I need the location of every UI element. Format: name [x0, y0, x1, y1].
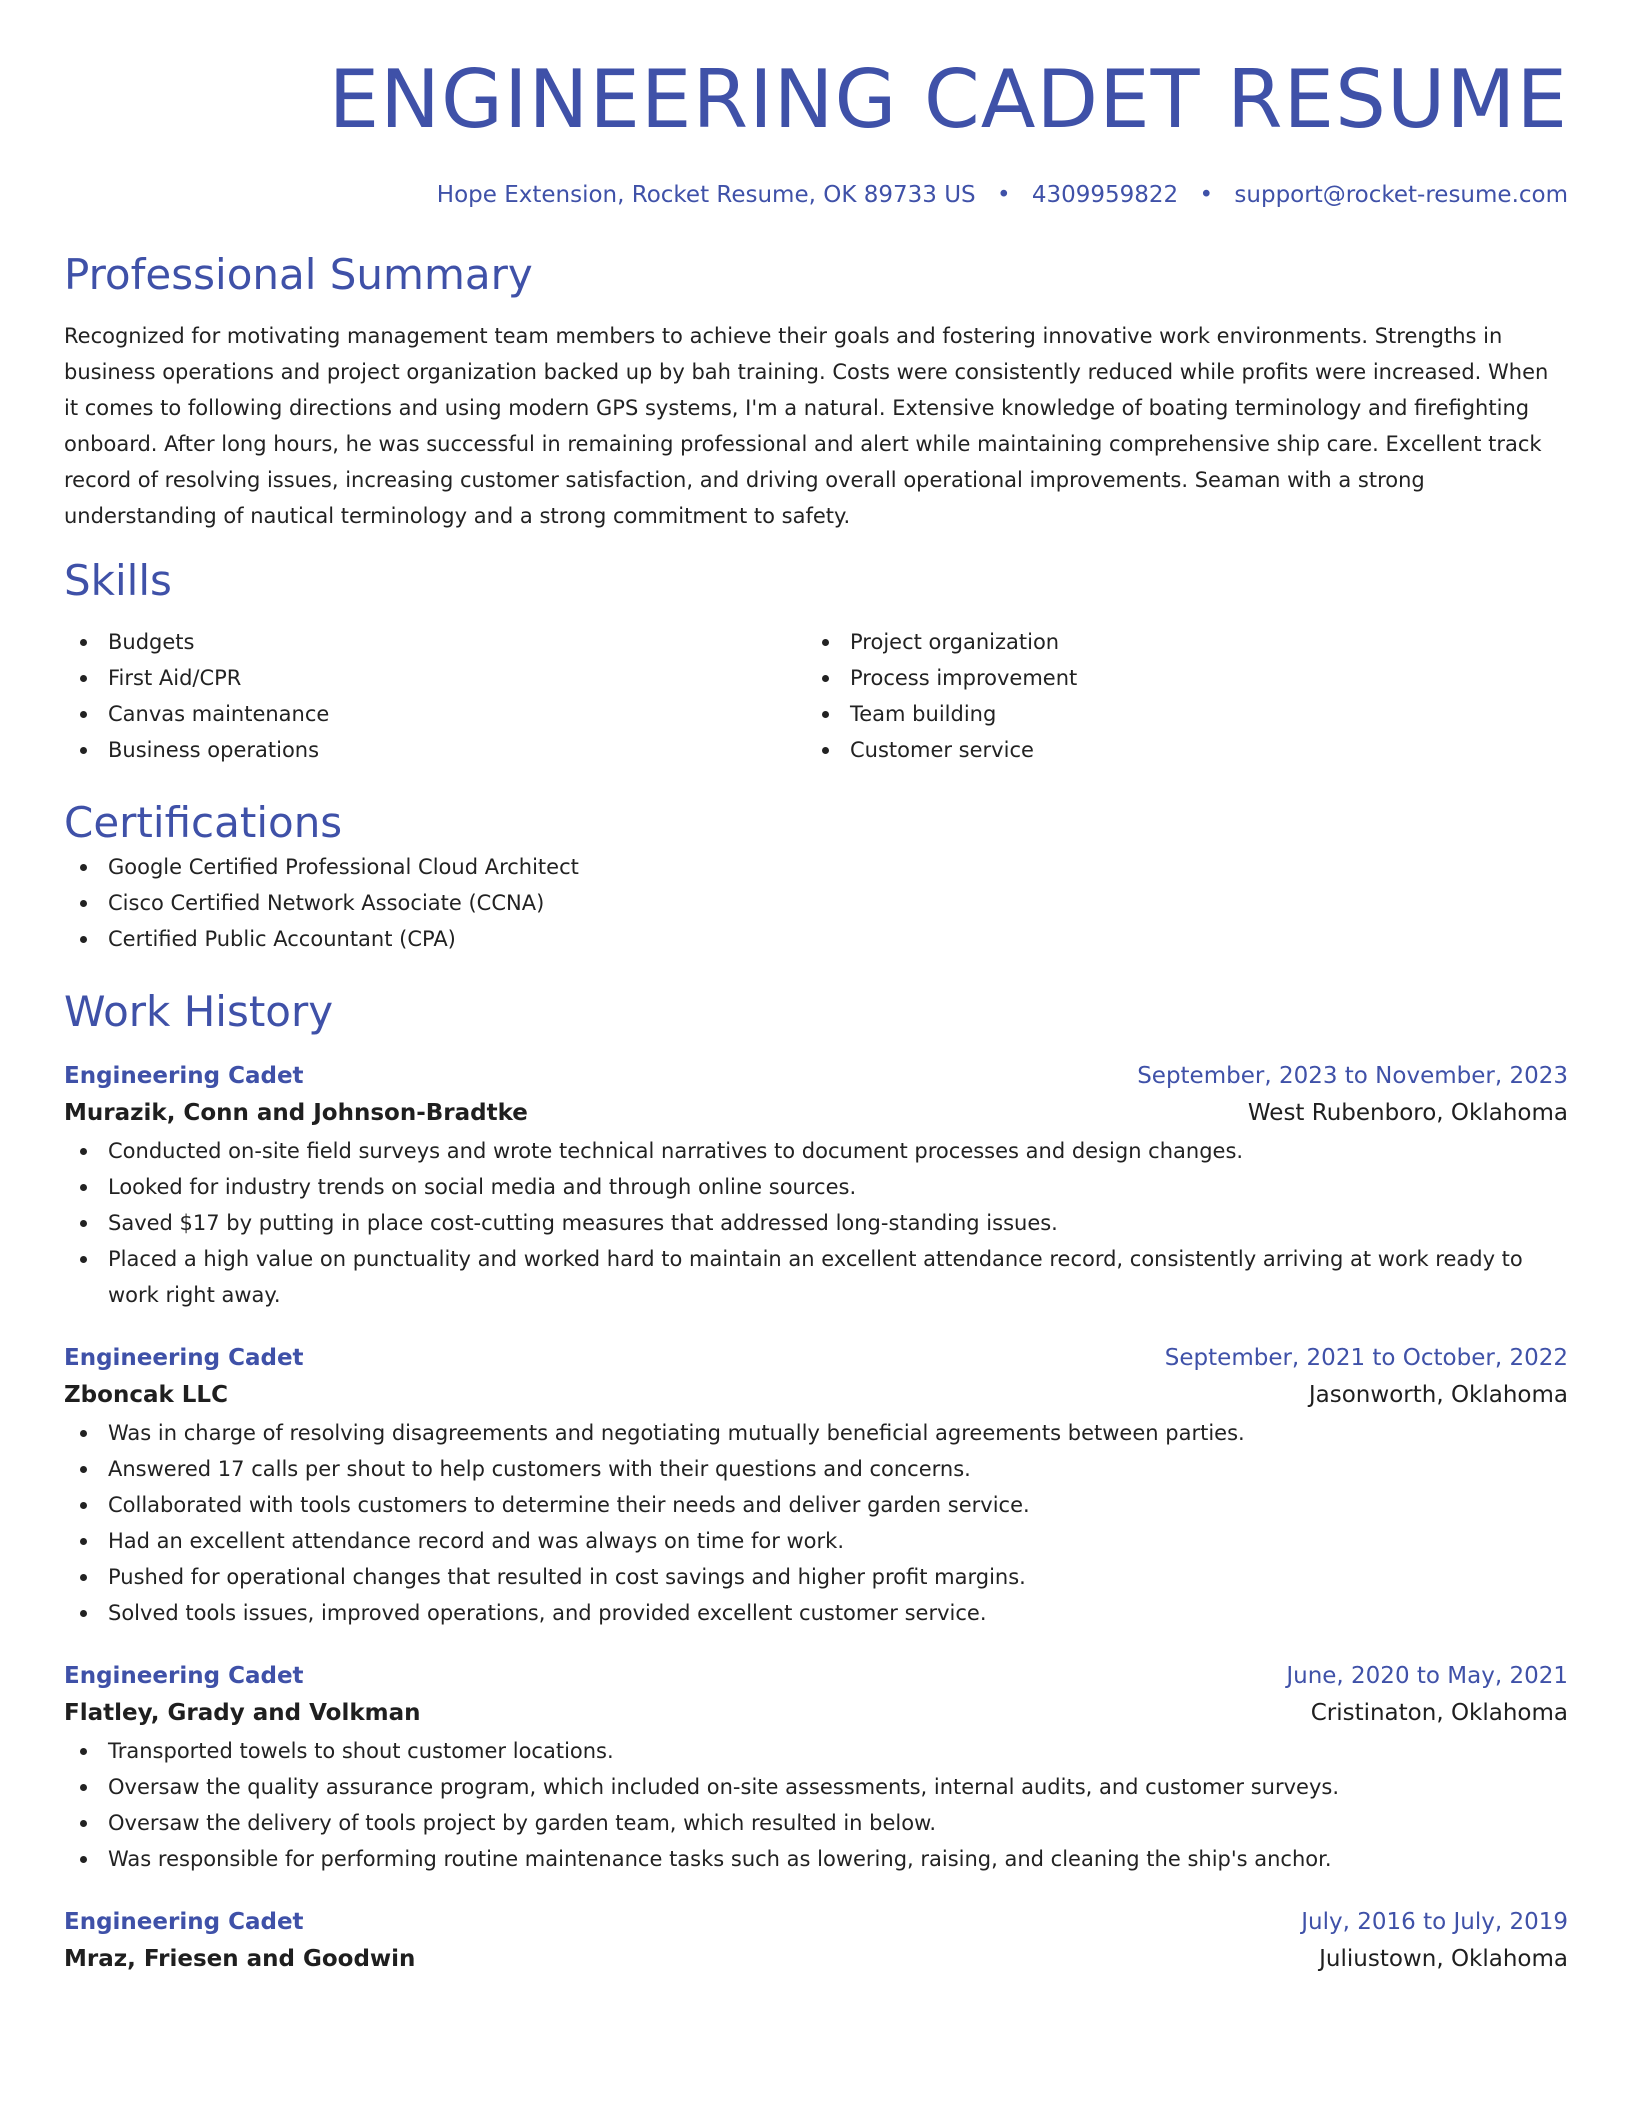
job-company: Flatley, Grady and Volkman: [64, 1700, 421, 1727]
job-duties-list: [64, 1133, 1568, 1313]
job-duties-list: [64, 1733, 1568, 1877]
professional-summary-section: [64, 250, 1568, 534]
job-location: Jasonworth, Oklahoma: [1308, 1382, 1568, 1409]
job-location: Juliustown, Oklahoma: [1319, 1946, 1568, 1973]
skill-item: Budgets: [64, 624, 806, 660]
job-duty-item: Oversaw the delivery of tools project by garden team, which resulted in below.: [64, 1805, 1568, 1841]
section-heading-work-history: Work History: [64, 986, 334, 1036]
skill-item: First Aid/CPR: [64, 660, 806, 696]
job-duty-item: Was responsible for performing routine maintenance tasks such as lowering, raising, and cleaning the ship's anchor.: [64, 1841, 1568, 1877]
contact-line: [64, 182, 1568, 210]
job-location: Cristinaton, Oklahoma: [1310, 1700, 1568, 1727]
job-company-row: [64, 1693, 1568, 1733]
job-location: West Rubenboro, Oklahoma: [1247, 1100, 1568, 1127]
section-heading-summary: Professional Summary: [64, 249, 533, 299]
skills-list-left: [64, 624, 806, 768]
job-duty-item: Solved tools issues, improved operations, and provided excellent customer service.: [64, 1595, 1568, 1631]
job-dates: September, 2021 to October, 2022: [1164, 1345, 1568, 1372]
job-duty-item: Looked for industry trends on social media and through online sources.: [64, 1169, 1568, 1205]
job-title: Engineering Cadet: [64, 1345, 304, 1372]
skills-list-right: [806, 624, 1548, 768]
job-dates: July, 2016 to July, 2019: [1301, 1909, 1568, 1936]
job-entry: [64, 1059, 1568, 1313]
job-title-row: [64, 1659, 1568, 1693]
job-company: Mraz, Friesen and Goodwin: [64, 1946, 416, 1973]
job-company-row: [64, 1093, 1568, 1133]
summary-text: Recognized for motivating management team members to achieve their goals and fostering innovative work environments. Strengths in business operations and project organization backed up by bah training. Costs were consistently reduced while profits were increased. When it comes to following directions and using modern GPS systems, I'm a natural. Extensive knowledge of boating terminology and firefighting onboard. After long hours, he was successful in remaining professional and alert while maintaining comprehensive ship care. Excellent track record of resolving issues, increasing customer satisfaction, and driving overall operational improvements. Seaman with a strong understanding of nautical terminology and a strong commitment to safety.: [64, 323, 1549, 528]
job-duty-item: Placed a high value on punctuality and worked hard to maintain an excellent attendance record, consistently arriving at work ready to work right away.: [64, 1241, 1568, 1313]
job-duty-item: Answered 17 calls per shout to help customers with their questions and concerns.: [64, 1451, 1568, 1487]
job-duty-item: Oversaw the quality assurance program, which included on-site assessments, internal audits, and customer surveys.: [64, 1769, 1568, 1805]
skill-item: Customer service: [806, 732, 1548, 768]
certification-item: Cisco Certified Network Associate (CCNA): [64, 885, 1568, 921]
resume-title: ENGINEERING CADET RESUME: [328, 53, 1568, 146]
skill-item: Process improvement: [806, 660, 1548, 696]
resume-header: [64, 53, 1568, 210]
section-heading-certifications: Certifications: [64, 798, 343, 848]
contact-email: support@rocket-resume.com: [1234, 182, 1568, 208]
skill-item: Business operations: [64, 732, 806, 768]
certification-item: Google Certified Professional Cloud Architect: [64, 849, 1568, 885]
skills-grid: [64, 624, 1568, 768]
job-duty-item: Had an excellent attendance record and was always on time for work.: [64, 1523, 1568, 1559]
job-duty-item: Conducted on-site field surveys and wrote technical narratives to document processes and design changes.: [64, 1133, 1568, 1169]
job-title-row: [64, 1905, 1568, 1939]
job-title: Engineering Cadet: [64, 1909, 304, 1936]
certifications-list: [64, 849, 1568, 957]
contact-separator: •: [1199, 182, 1214, 208]
section-heading-skills: Skills: [64, 555, 172, 605]
skill-item: Project organization: [806, 624, 1548, 660]
job-duty-item: Was in charge of resolving disagreements and negotiating mutually beneficial agreements between parties.: [64, 1415, 1568, 1451]
job-company-row: [64, 1375, 1568, 1415]
contact-separator: •: [996, 182, 1011, 208]
work-history-section: [64, 987, 1568, 1979]
job-entry: [64, 1341, 1568, 1631]
job-duty-item: Transported towels to shout customer locations.: [64, 1733, 1568, 1769]
job-title-row: [64, 1341, 1568, 1375]
job-title-row: [64, 1059, 1568, 1093]
job-duty-item: Pushed for operational changes that resulted in cost savings and higher profit margins.: [64, 1559, 1568, 1595]
job-duty-item: Collaborated with tools customers to determine their needs and deliver garden service.: [64, 1487, 1568, 1523]
job-company: Murazik, Conn and Johnson-Bradtke: [64, 1100, 528, 1127]
job-title: Engineering Cadet: [64, 1663, 304, 1690]
job-entry: [64, 1659, 1568, 1877]
job-duties-list: [64, 1415, 1568, 1631]
skills-section: [64, 556, 1568, 768]
job-title: Engineering Cadet: [64, 1063, 304, 1090]
contact-address: Hope Extension, Rocket Resume, OK 89733 US: [436, 182, 976, 208]
job-entry: [64, 1905, 1568, 1979]
job-company: Zboncak LLC: [64, 1382, 228, 1409]
contact-phone: 4309959822: [1031, 182, 1179, 208]
skill-item: Canvas maintenance: [64, 696, 806, 732]
job-dates: September, 2023 to November, 2023: [1137, 1063, 1568, 1090]
skill-item: Team building: [806, 696, 1548, 732]
certifications-section: [64, 798, 1568, 956]
job-duty-item: Saved $17 by putting in place cost-cutting measures that addressed long-standing issues.: [64, 1205, 1568, 1241]
job-dates: June, 2020 to May, 2021: [1286, 1663, 1568, 1690]
job-company-row: [64, 1939, 1568, 1979]
certification-item: Certified Public Accountant (CPA): [64, 921, 1568, 957]
